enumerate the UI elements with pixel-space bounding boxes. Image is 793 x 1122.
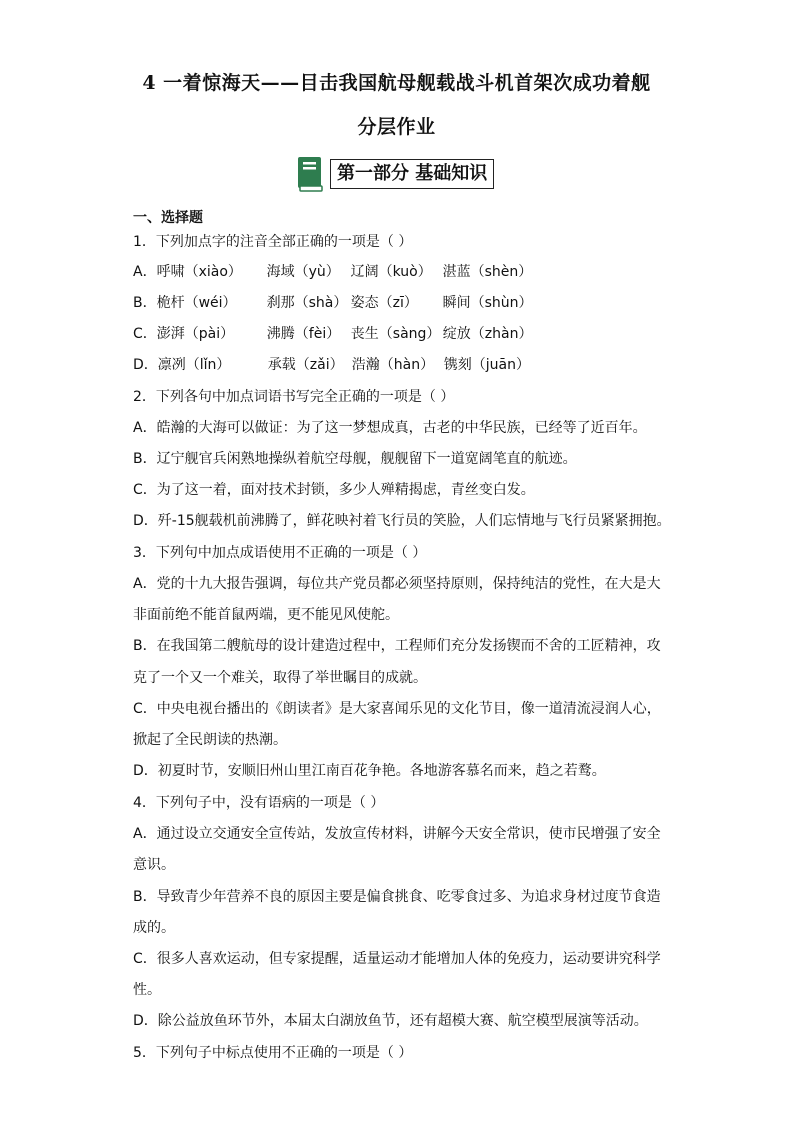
option-item: 桅杆（wéi） [156,295,237,311]
option-row-d [133,355,530,375]
option-row-c [133,324,532,344]
option-line: B．辽宁舰官兵闲熟地操纵着航空母舰，舰舰留下一道宽阔笔直的航迹。 [133,451,577,467]
option-line: D．歼-15舰载机前沸腾了，鲜花映衬着飞行员的笑脸，人们忘情地与飞行员紧紧拥抱。 [133,513,671,529]
banner-label: 第一部分 基础知识 [330,159,494,189]
option-line: D．初夏时节，安顺旧州山里江南百花争艳。各地游客慕名而来，趋之若鹜。 [133,763,606,779]
option-item: 姿态（zī） [350,295,418,311]
option-item: 海域（yù） [266,264,340,280]
question-stem: 4．下列句子中，没有语病的一项是（ ） [133,795,385,811]
option-line: 意识。 [133,857,175,873]
option-item: 刹那（shà） [266,295,348,311]
option-line: 性。 [133,982,161,998]
option-line: D．除公益放鱼环节外，本届太白湖放鱼节，还有超模大赛、航空模型展演等活动。 [133,1013,648,1029]
option-line: A．皓瀚的大海可以做证：为了这一梦想成真，古老的中华民族，已经等了近百年。 [133,420,647,436]
option-letter: A． [133,264,157,280]
option-row-a [133,262,532,282]
option-letter: C． [133,326,157,342]
option-item: 镌刻（juān） [443,357,530,373]
option-line: 非面前绝不能首鼠两端，更不能见风使舵。 [133,607,399,623]
option-line: C．为了这一着，面对技术封锁，多少人殚精揭虑，青丝变白发。 [133,482,535,498]
option-line: A．党的十九大报告强调，每位共产党员都必须坚持原则，保持纯洁的党性，在大是大 [133,576,661,592]
option-item: 瞬间（shùn） [442,295,533,311]
option-item: 凛冽（lǐn） [157,357,231,373]
option-line: 掀起了全民朗读的热潮。 [133,732,287,748]
question-stem: 1．下列加点字的注音全部正确的一项是（ ） [133,234,413,250]
option-line: 成的。 [133,920,175,936]
option-line: B．导致青少年营养不良的原因主要是偏食挑食、吃零食过多、为追求身材过度节食造 [133,889,661,905]
option-item: 辽阔（kuò） [350,264,432,280]
option-line: B．在我国第二艘航母的设计建造过程中，工程师们充分发扬锲而不舍的工匠精神，攻 [133,638,661,654]
option-line: C．很多人喜欢运动，但专家提醒，适量运动才能增加人体的免疫力，运动要讲究科学 [133,951,661,967]
option-item: 呼啸（xiào） [156,264,242,280]
option-letter: B． [133,295,157,311]
option-item: 澎湃（pài） [156,326,235,342]
option-item: 浩瀚（hàn） [351,357,435,373]
book-icon [297,156,324,192]
option-letter: D． [133,357,158,373]
option-line: 克了一个又一个难关，取得了举世瞩目的成就。 [133,670,427,686]
question-stem: 3．下列句中加点成语使用不正确的一项是（ ） [133,545,427,561]
page-title: 4 一着惊海天——目击我国航母舰载战斗机首架次成功着舰 [142,72,651,94]
page-subtitle: 分层作业 [357,116,436,138]
section-banner [297,154,494,194]
option-item: 沸腾（fèi） [266,326,341,342]
section-heading: 一、选择题 [133,210,203,226]
question-stem: 5．下列句子中标点使用不正确的一项是（ ） [133,1045,413,1061]
option-item: 丧生（sàng） [350,326,441,342]
option-item: 湛蓝（shèn） [442,264,533,280]
option-item: 绽放（zhàn） [442,326,533,342]
option-line: A．通过设立交通安全宣传站，发放宣传材料，讲解今天安全常识，使市民增强了安全 [133,826,661,842]
option-row-b [133,293,533,313]
question-stem: 2．下列各句中加点词语书写完全正确的一项是（ ） [133,389,455,405]
option-line: C．中央电视台播出的《朗读者》是大家喜闻乐见的文化节目，像一道清流浸润人心， [133,701,661,717]
option-item: 承载（zǎi） [267,357,344,373]
